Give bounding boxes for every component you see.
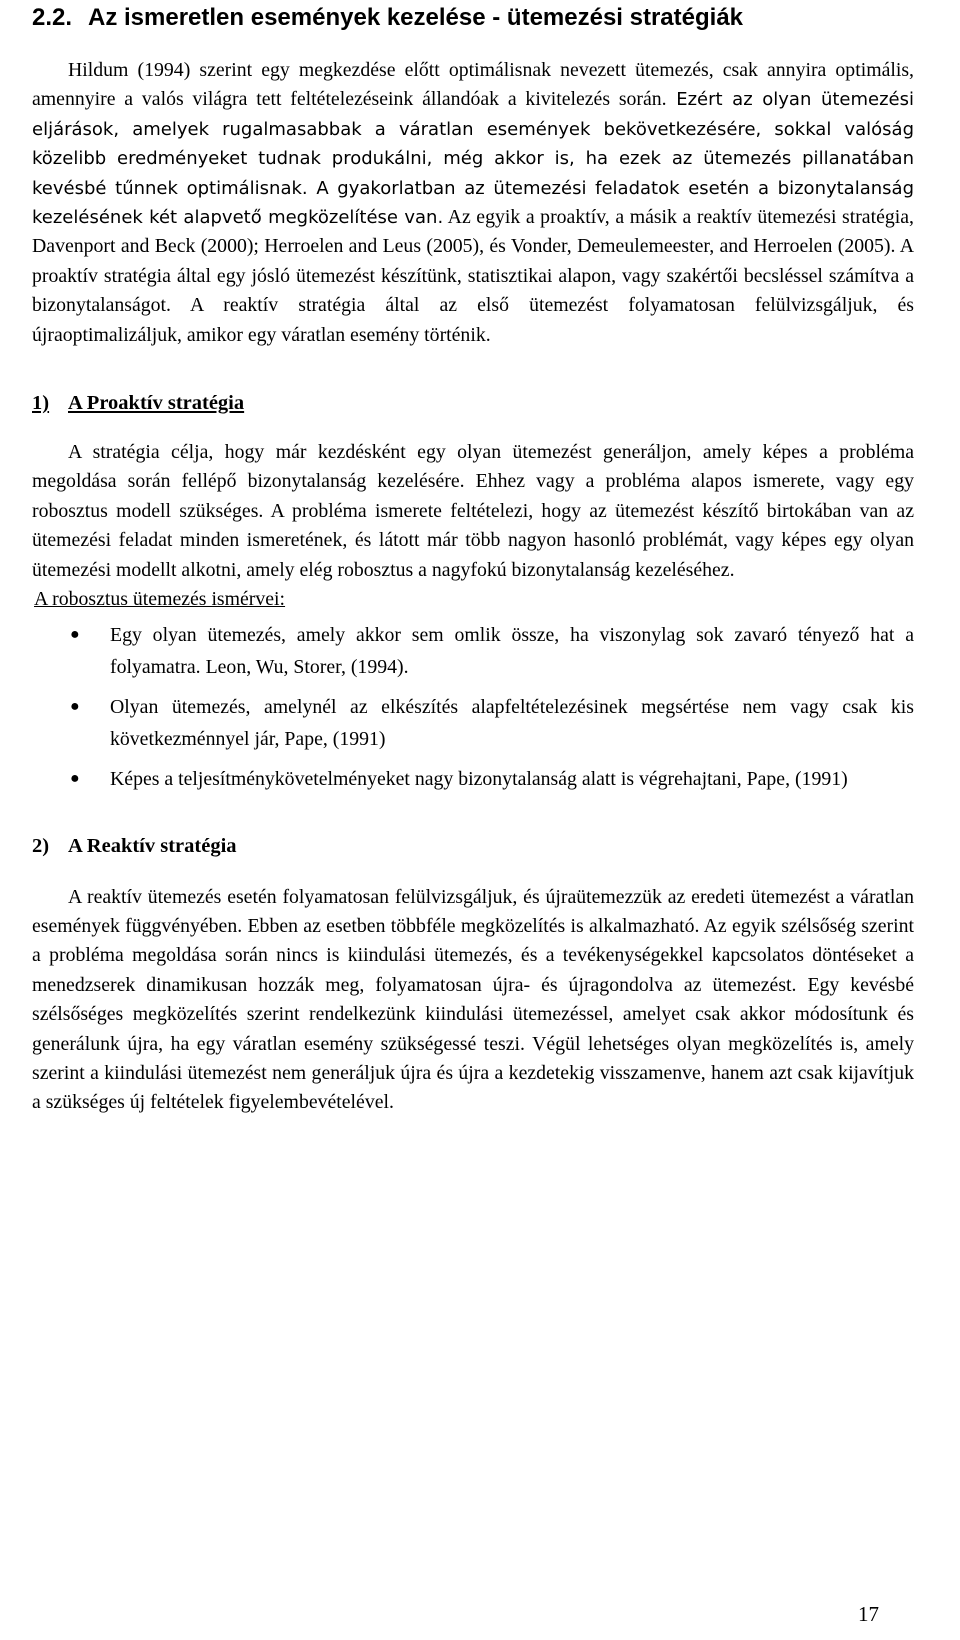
reactive-title: A Reaktív stratégia <box>68 834 237 857</box>
bullet-icon: ● <box>70 625 80 643</box>
page-number: 17 <box>858 1602 879 1626</box>
list-item <box>32 763 914 795</box>
proactive-title: A Proaktív stratégia <box>68 392 245 415</box>
list-item-text: Olyan ütemezés, amelynél az elkészítés alapfeltételezésinek megsértése nem vagy csak kis következménnyel jár, Pape, (1991) <box>110 695 914 750</box>
robust-criteria-text: A robosztus ütemezés ismérvei: <box>34 588 286 611</box>
reactive-number: 2) <box>32 834 50 857</box>
list-item-text: Egy olyan ütemezés, amely akkor sem omlik össze, ha viszonylag sok zavaró tényező hat a folyamatra. Leon, Wu, Storer, (1994). <box>110 623 914 678</box>
list-item <box>32 619 914 683</box>
robust-criteria-label <box>32 585 914 614</box>
reactive-heading <box>32 831 914 861</box>
section-title: Az ismeretlen események kezelése - ütemezési stratégiák <box>88 4 744 31</box>
intro-part-1: Hildum (1994) szerint egy megkezdése előtt optimálisnak nevezett ütemezés, csak annyira optimális, amennyire a valós világra tett feltételezéseink állandóak a kivitelezés során. <box>32 59 914 111</box>
list-item-text: Képes a teljesítménykövetelményeket nagy bizonytalanság alatt is végrehajtani, Pape, (1991) <box>110 767 848 790</box>
robust-criteria-list <box>32 619 914 795</box>
reactive-paragraph: A reaktív ütemezés esetén folyamatosan felülvizsgáljuk, és újraütemezzük az eredeti ütemezést a váratlan események függvényében. Ebben az esetben többféle megközelítés is alkalmazható. Az egyik szélsőség szerint a probléma megoldása során nincs is kiindulási ütemezés, és a tevékenységekkel kapcsolatos döntéseket a menedzserek dinamikusan hozzák meg, folyamatosan újra- és újragondolva az ütemezést. Egy kevésbé szélsőséges megközelítés szerint rendelkezünk kiindulási ütemezéssel, amelyet csak akkor módosítunk és generálunk újra, ha egy váratlan esemény szükségessé teszi. Végül lehetséges olyan megközelítés is, amely szerint a kiindulási ütemezést nem generáljuk újra és újra a kezdetekig visszamenve, hanem azt csak kijavítjuk a szükséges új feltételek figyelembevételével. <box>32 885 914 1114</box>
section-number: 2.2. <box>32 4 73 31</box>
intro-paragraph <box>32 56 914 350</box>
section-heading <box>32 0 914 34</box>
document-page <box>32 0 914 1118</box>
proactive-number: 1) <box>32 392 50 415</box>
list-item <box>32 691 914 755</box>
intro-part-2: Ezért az olyan ütemezési eljárások, amelyek rugalmasabbak a váratlan események bekövetkezésére, sokkal valóság közelibb eredményeket tudnak produkálni, még akkor is, ha ezek az ütemezés pillanatában kevésbé tűnnek optimálisnak. A gyakorlatban az ütemezési feladatok esetén a bizonytalanság kezelésének két alapvető megközelítése van. <box>32 89 915 229</box>
bullet-icon: ● <box>70 769 80 787</box>
bullet-icon: ● <box>70 697 80 715</box>
intro-part-3: Az egyik a proaktív, a másik a reaktív ütemezési stratégia, Davenport and Beck (2000); Herroelen and Leus (2005), és Vonder, Demeulemeester, and Herroelen (2005). A proaktív stratégia által egy jósló ütemezést készítünk, statisztikai alapon, vagy szakértői becsléssel számítva a bizonytalanságot. A reaktív stratégia által az első ütemezést folyamatosan felülvizsgáljuk, és újraoptimalizáljuk, amikor egy váratlan esemény történik. <box>32 206 914 346</box>
proactive-heading <box>32 388 914 418</box>
proactive-paragraph: A stratégia célja, hogy már kezdésként egy olyan ütemezést generáljon, amely képes a probléma megoldása során fellépő bizonytalanság kezelésére. Ehhez vagy a probléma alapos ismerete, vagy egy robosztus modell szükséges. A probléma ismerete feltételezi, hogy az ütemezést készítő birtokában van az ütemezési feladat minden ismeretének, és látott már több nagyon hasonló problémát, vagy képes egy olyan ütemezési modellt alkotni, amely elég robosztus a nagyfokú bizonytalanság kezeléséhez. <box>32 441 914 581</box>
